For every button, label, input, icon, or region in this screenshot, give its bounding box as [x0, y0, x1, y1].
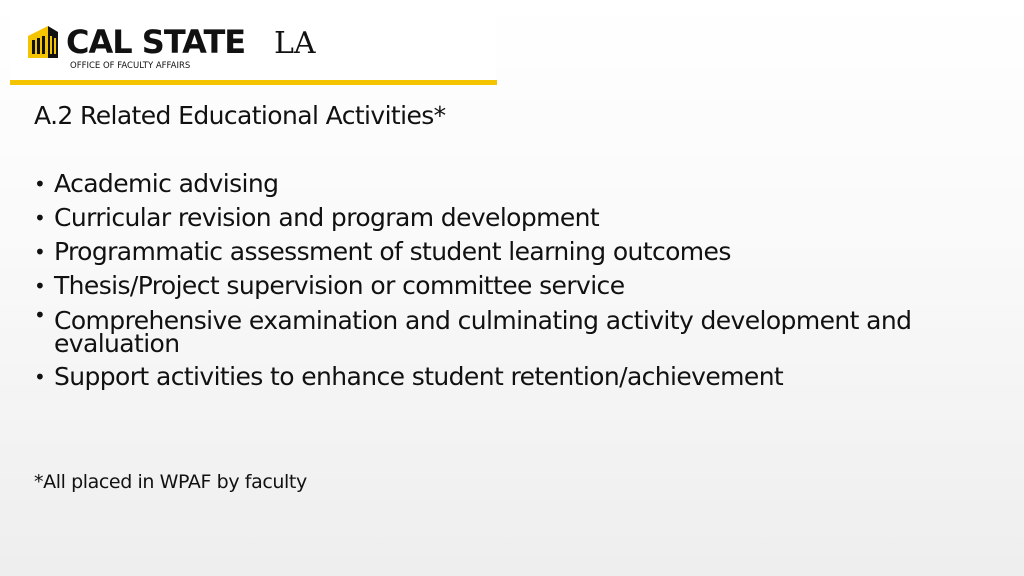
- bullet-icon: •: [34, 274, 46, 298]
- list-item-text: Thesis/Project supervision or committee service: [54, 271, 625, 300]
- bullet-icon: •: [34, 365, 46, 389]
- list-item: [34, 202, 934, 234]
- list-item-text: Academic advising: [54, 169, 279, 198]
- svg-text:CAL STATE: CAL STATE: [66, 23, 246, 61]
- svg-text:LA: LA: [274, 26, 316, 61]
- list-item: [34, 236, 934, 268]
- bullet-icon: •: [34, 206, 46, 230]
- list-item: [34, 270, 934, 302]
- svg-text:OFFICE OF FACULTY AFFAIRS: OFFICE OF FACULTY AFFAIRS: [70, 61, 191, 71]
- list-item-text: Curricular revision and program development: [54, 203, 600, 232]
- footnote: *All placed in WPAF by faculty: [34, 471, 307, 493]
- list-item-text: Programmatic assessment of student learning outcomes: [54, 237, 731, 266]
- list-item-text: Comprehensive examination and culminating activity development and evaluation: [54, 306, 912, 358]
- slide-heading: A.2 Related Educational Activities*: [34, 101, 446, 130]
- bullet-icon: •: [34, 303, 46, 327]
- list-item-text: Support activities to enhance student retention/achievement: [54, 362, 784, 391]
- list-item: [34, 304, 934, 359]
- cal-state-la-logo: [26, 22, 336, 74]
- building-icon: [28, 26, 58, 58]
- bullet-icon: •: [34, 240, 46, 264]
- list-item: [34, 168, 934, 200]
- bullet-list: [34, 168, 934, 395]
- list-item: [34, 361, 934, 393]
- header-accent-rule: [10, 80, 497, 85]
- bullet-icon: •: [34, 172, 46, 196]
